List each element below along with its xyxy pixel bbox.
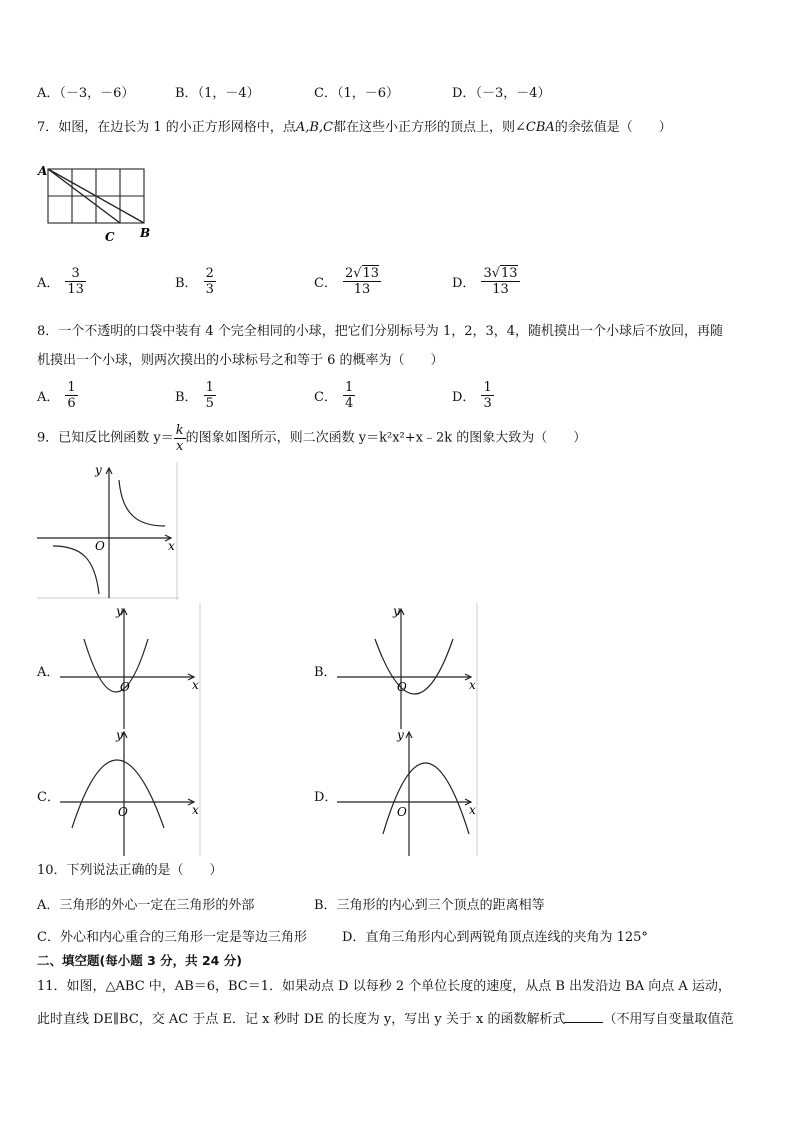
point-c-label: C (105, 230, 115, 244)
q9-option-b-label: B． (314, 665, 337, 680)
q8-stem-line1: 8．一个不透明的口袋中装有 4 个完全相同的小球，把它们分别标号为 1，2，3，4，随机摸出一个小球后不放回，再随 (37, 324, 724, 339)
q9-stem: 9．已知反比例函数 y＝ $\frac{k}{x}$ 的图象如图所示，则二次函数 y＝k²x²+x﹣2k 的图象大致为（ ） (37, 423, 587, 454)
fraction: $\frac{3}{13}$ (67, 266, 84, 297)
option-text: （1，－6） (336, 86, 399, 101)
q8-option-b: B． $\frac{1}{5}$ (175, 380, 214, 411)
q7-option-b: B． $\frac{2}{3}$ (175, 266, 214, 297)
fraction: $\frac{1}{6}$ (67, 380, 76, 411)
origin-label: O (397, 805, 407, 819)
q7-option-d: D． $\frac{3√13}{13}$ (452, 266, 518, 297)
q9-option-d-graph (337, 728, 479, 856)
q11-stem-line2: 此时直线 DE∥BC，交 AC 于点 E．记 x 秒时 DE 的长度为 y，写出 y 关于 x 的函数解析式 （不用写自变量取值范 (37, 1012, 734, 1027)
q7-grid-figure (36, 163, 156, 245)
q8-stem-line2: 机摸出一个小球，则两次摸出的小球标号之和等于 6 的概率为（ ） (37, 353, 444, 368)
q9-option-a-graph (60, 603, 202, 729)
axis-x-label: x (469, 678, 476, 692)
fraction: $\frac{1}{4}$ (344, 380, 354, 411)
q10-option-c: C．外心和内心重合的三角形一定是等边三角形 (37, 930, 307, 945)
axis-x-label: x (469, 803, 476, 817)
q6-option-b (175, 82, 260, 101)
q7-option-c: C． $\frac{2√13}{13}$ (314, 266, 380, 297)
q11-stem-line1: 11．如图，△ABC 中，AB＝6，BC＝1．如果动点 D 以每秒 2 个单位长度的速度，从点 B 出发沿边 BA 向点 A 运动， (37, 979, 731, 994)
fraction: $\frac{3√13}{13}$ (483, 266, 518, 297)
axis-y-label: y (393, 604, 400, 618)
q9-hyperbola-figure (37, 462, 179, 600)
option-label: A． (37, 86, 60, 101)
q9-option-d-label: D． (314, 790, 338, 805)
option-label: C． (314, 86, 337, 101)
q9-option-a-label: A． (37, 665, 60, 680)
q9-option-c-label: C． (37, 790, 60, 805)
origin-label: O (397, 680, 407, 694)
axis-y-label: y (95, 463, 102, 477)
option-text: （－3，－6） (59, 86, 135, 101)
q8-option-a: A． $\frac{1}{6}$ (37, 380, 76, 411)
axis-y-label: y (397, 728, 404, 742)
q6-option-a (37, 82, 134, 101)
option-label: D． (452, 86, 476, 101)
q7-option-a: A． $\frac{3}{13}$ (37, 266, 84, 297)
option-text: （－3，－4） (475, 86, 551, 101)
option-label: B． (175, 86, 198, 101)
answer-blank[interactable] (565, 1010, 603, 1023)
axis-x-label: x (168, 539, 175, 553)
q6-option-c (314, 82, 399, 101)
q8-option-d: D． $\frac{1}{3}$ (452, 380, 492, 411)
origin-label: O (118, 805, 128, 819)
origin-label: O (95, 539, 105, 553)
fraction: $\frac{2√13}{13}$ (344, 266, 380, 297)
axis-x-label: x (192, 803, 199, 817)
q10-option-d: D．直角三角形内心到两锐角顶点连线的夹角为 125° (342, 930, 648, 945)
q9-option-b-graph (337, 603, 479, 729)
q9-option-c-graph (60, 728, 202, 856)
q6-option-d (452, 82, 550, 101)
q8-option-c: C． $\frac{1}{4}$ (314, 380, 354, 411)
point-a-label: A (38, 164, 48, 178)
section-heading-fill-in: 二、填空题(每小题 3 分，共 24 分) (37, 953, 242, 968)
fraction: $\frac{2}{3}$ (205, 266, 214, 297)
axis-x-label: x (192, 678, 199, 692)
fraction: $\frac{1}{5}$ (205, 380, 214, 411)
fraction: $\frac{1}{3}$ (483, 380, 492, 411)
point-b-label: B (140, 226, 151, 240)
q10-option-b: B．三角形的内心到三个顶点的距离相等 (314, 898, 545, 913)
axis-y-label: y (116, 728, 123, 742)
axis-y-label: y (116, 604, 123, 618)
fraction: $\frac{k}{x}$ (175, 423, 184, 454)
q7-stem: 7．如图，在边长为 1 的小正方形网格中，点A,B,C都在这些小正方形的顶点上，则∠CBA的余弦值是（ ） (37, 120, 672, 135)
option-text: （1，－4） (197, 86, 260, 101)
q10-stem: 10．下列说法正确的是（ ） (37, 863, 223, 878)
q10-option-a: A．三角形的外心一定在三角形的外部 (37, 898, 255, 913)
origin-label: O (120, 680, 130, 694)
